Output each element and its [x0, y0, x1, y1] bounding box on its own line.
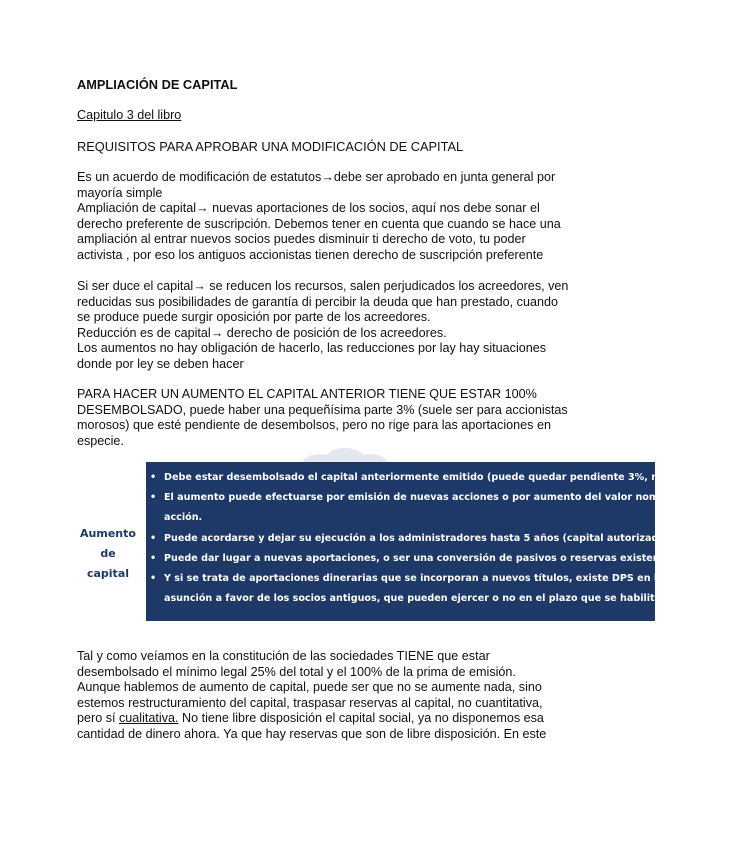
- text-line: mayoría simple: [77, 185, 163, 200]
- text-line: pero sí cualitativa. No tiene libre disposición el capital social, ya no disponemos esa: [77, 711, 544, 726]
- paragraph-constitution: [77, 649, 577, 743]
- bullet-item: • Puede dar lugar a nuevas aportaciones, o ser una conversión de pasivos o reservas existentes previamente.: [146, 549, 651, 569]
- text-line: Reducción es de capital→ derecho de posición de los acreedores.: [77, 325, 447, 340]
- text-line: Ampliación de capital→ nuevas aportaciones de los socios, aquí nos debe sonar el: [77, 201, 540, 216]
- text-line: estemos restructuramiento del capital, traspasar reservas al capital, no cuantitativa,: [77, 695, 543, 710]
- text-line: Es un acuerdo de modificación de estatutos→debe ser aprobado en junta general por: [77, 170, 556, 184]
- text-line: se produce puede surgir oposición por parte de los acreedores.: [77, 310, 431, 325]
- bullet-item: • El aumento puede efectuarse por emisión de nuevas acciones o por aumento del valor nominal de cada: [146, 488, 651, 508]
- text-line: desembolsado el mínimo legal 25% del total y el 100% de la prima de emisión.: [77, 664, 516, 679]
- document-title: AMPLIACIÓN DE CAPITAL: [77, 77, 238, 92]
- text-line: cantidad de dinero ahora. Ya que hay reservas que son de libre disposición. En este: [77, 726, 547, 741]
- paragraph-modification: [77, 170, 577, 264]
- chapter-reference: Capitulo 3 del libro: [77, 108, 182, 122]
- bullet-icon: •: [150, 492, 157, 504]
- text-line: ampliación al entrar nuevos socios puedes disminuir ti derecho de voto, tu poder: [77, 232, 526, 247]
- bullet-list: [146, 462, 752, 609]
- bullet-item: • Debe estar desembolsado el capital anteriormente emitido (puede quedar pendiente 3%, no en especie).: [146, 468, 651, 488]
- bullet-icon: •: [150, 573, 157, 585]
- bullet-item: • Puede acordarse y dejar su ejecución a los administradores hasta 5 años (capital autorizado).: [146, 529, 651, 549]
- bullet-icon: •: [150, 552, 157, 564]
- text-line: especie.: [77, 433, 124, 448]
- side-label-line: Aumento: [80, 527, 136, 540]
- text-line: activista , por eso los antiguos accionistas tienen derecho de suscripción preferente: [77, 247, 544, 262]
- text-line: morosos) que esté pendiente de desembolsos, pero no rige para las aportaciones en: [77, 418, 551, 433]
- capital-increase-summary-box: [146, 462, 752, 621]
- text-line: Aunque hablemos de aumento de capital, puede ser que no se aumente nada, sino: [77, 680, 542, 695]
- text-line: Si ser duce el capital→ se reducen los recursos, salen perjudicados los acreedores, ven: [77, 279, 569, 293]
- underlined-word: cualitativa.: [119, 711, 179, 726]
- bullet-item: • Y si se trata de aportaciones dinerarias que se incorporan a nuevos títulos, existe DPS en la suscripción o: [146, 569, 651, 589]
- text-line: reducidas sus posibilidades de garantía di percibir la deuda que han prestado, cuando: [77, 294, 558, 309]
- text-line: Tal y como veíamos en la constitución de las sociedades TIENE que estar: [77, 649, 490, 663]
- text-line: donde por ley se deben hacer: [77, 356, 244, 371]
- text-line: Los aumentos no hay obligación de hacerlo, las reducciones por lay hay situaciones: [77, 341, 547, 356]
- figure-side-label: [78, 524, 138, 584]
- text-line: DESEMBOLSADO, puede haber una pequeñísima parte 3% (suele ser para accionistas: [77, 402, 568, 417]
- bullet-continuation: acción.: [164, 512, 203, 524]
- requirements-heading: REQUISITOS PARA APROBAR UNA MODIFICACIÓN DE CAPITAL: [77, 139, 464, 154]
- text-line: derecho preferente de suscripción. Debemos tener en cuenta que cuando se hace una: [77, 216, 561, 231]
- bullet-icon: •: [150, 532, 157, 544]
- side-label-line: de capital: [86, 547, 130, 580]
- bullet-continuation: asunción a favor de los socios antiguos, que pueden ejercer o no en el plazo que se habilite para hacerlo.: [164, 593, 737, 605]
- paragraph-reduction: [77, 279, 577, 373]
- text-line: PARA HACER UN AUMENTO EL CAPITAL ANTERIOR TIENE QUE ESTAR 100%: [77, 387, 537, 401]
- bullet-icon: •: [150, 472, 157, 483]
- paragraph-disbursement: [77, 387, 577, 449]
